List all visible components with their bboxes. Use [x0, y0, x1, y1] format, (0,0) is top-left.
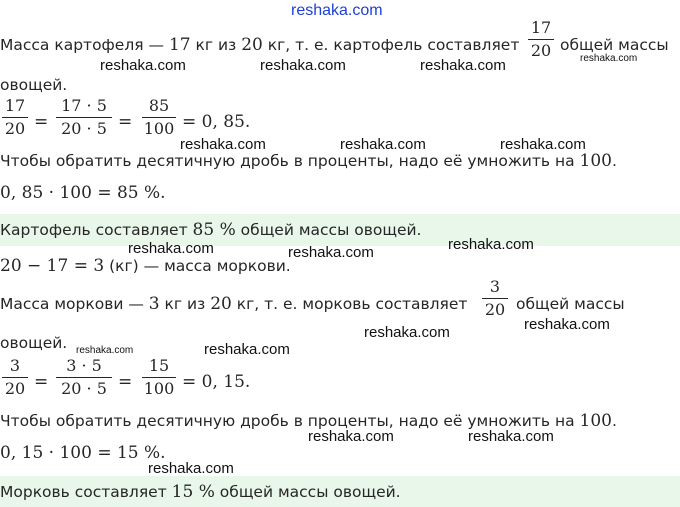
carrot-difference: 20 − 17 = 3 (кг) — масса моркови.	[0, 256, 291, 276]
watermark: reshaka.com	[180, 136, 266, 153]
watermark: reshaka.com	[340, 136, 426, 153]
carrot-fraction: 3 20	[482, 277, 508, 320]
watermark: reshaka.com	[524, 316, 610, 333]
watermark: reshaka.com	[204, 341, 290, 358]
watermark: reshaka.com	[100, 57, 186, 74]
watermark: reshaka.com	[364, 324, 450, 341]
potato-mass-line: Масса картофеля — 17 кг из 20 кг, т. е. картофель составляет	[0, 35, 520, 55]
watermark: reshaka.com	[260, 57, 346, 74]
carrot-percent-calc: 0, 15 · 100 = 15 %.	[0, 443, 166, 463]
carrot-mass-line-end: общей массы	[516, 295, 625, 313]
watermark: reshaka.com	[148, 460, 234, 477]
watermark: reshaka.com	[76, 345, 134, 356]
potato-mass-line-end: общей массы	[560, 36, 669, 54]
potato-fraction: 17 20	[528, 18, 554, 61]
watermark: reshaka.com	[420, 57, 506, 74]
watermark: reshaka.com	[580, 53, 638, 64]
potato-mass-line-2: овощей.	[0, 76, 68, 94]
watermark: reshaka.com	[288, 244, 374, 261]
potato-conclusion: Картофель составляет 85 % общей массы овощей.	[0, 220, 422, 240]
carrot-conclusion: Морковь составляет 15 % общей массы овощей.	[0, 482, 401, 502]
carrot-mass-line: Масса моркови — 3 кг из 20 кг, т. е. морковь составляет	[0, 294, 468, 314]
watermark: reshaka.com	[500, 136, 586, 153]
watermark: reshaka.com	[468, 428, 554, 445]
watermark: reshaka.com	[448, 236, 534, 253]
potato-convert-text: Чтобы обратить десятичную дробь в проценты, надо её умножить на 100.	[0, 151, 617, 171]
carrot-convert-text: Чтобы обратить десятичную дробь в проценты, надо её умножить на 100.	[0, 411, 617, 431]
watermark: reshaka.com	[128, 240, 214, 257]
potato-percent-calc: 0, 85 · 100 = 85 %.	[0, 183, 166, 203]
watermark: reshaka.com	[308, 428, 394, 445]
watermark-header[interactable]: reshaka.com	[291, 2, 383, 19]
carrot-mass-line-2: овощей.	[0, 334, 68, 352]
